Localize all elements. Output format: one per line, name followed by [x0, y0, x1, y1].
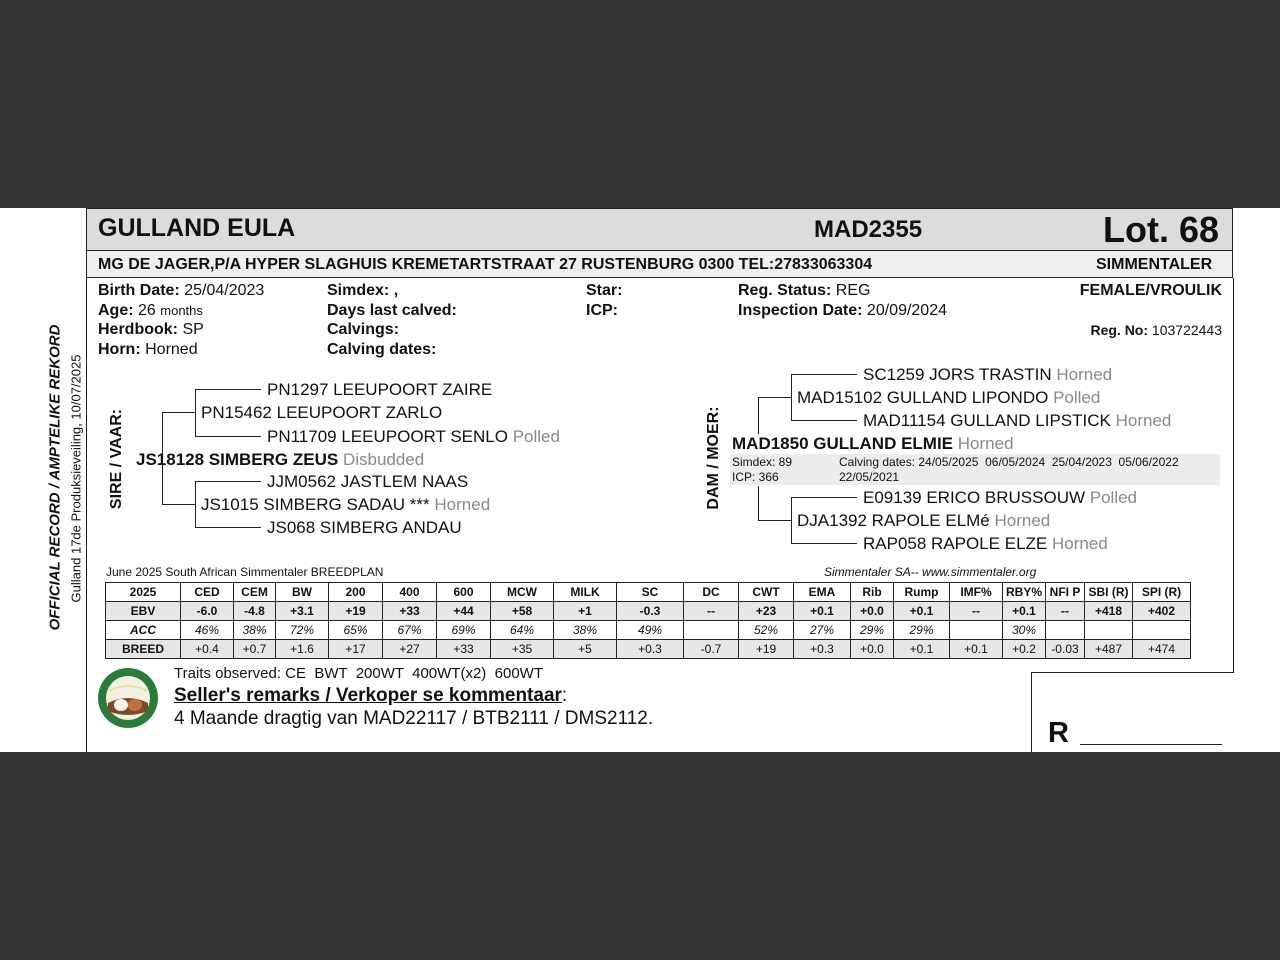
- acc-cell: 72%: [276, 621, 329, 640]
- breed-cell: +5: [554, 640, 617, 659]
- tree-line: [162, 504, 195, 505]
- breed-cell: +0.3: [794, 640, 851, 659]
- acc-cell: 49%: [617, 621, 684, 640]
- tree-line: [195, 481, 196, 527]
- reg-no-label: Reg. No:: [1090, 322, 1149, 338]
- age-unit: months: [160, 303, 203, 318]
- card-right-border: [1233, 278, 1234, 673]
- dam-dam-horn: Horned: [994, 511, 1051, 530]
- ebv-header-cell: RBY%: [1003, 583, 1046, 602]
- acc-cell: 38%: [234, 621, 276, 640]
- breed-cell: +0.1: [950, 640, 1003, 659]
- dam-dam-name: DJA1392 RAPOLE ELMé: [797, 511, 990, 530]
- dam-dam-sire-horn: Polled: [1089, 488, 1138, 507]
- ebv-cell: --: [1046, 602, 1085, 621]
- sire-name-text: JS18128 SIMBERG ZEUS: [136, 450, 339, 469]
- ebv-header-cell: CEM: [234, 583, 276, 602]
- ebv-cell: +0.0: [851, 602, 894, 621]
- sire-sire-dam-name: PN11709 LEEUPOORT SENLO: [267, 427, 508, 446]
- ebv-cell: +402: [1133, 602, 1191, 621]
- ebv-header-cell: DC: [684, 583, 739, 602]
- breed-cell: +0.0: [851, 640, 894, 659]
- ebv-table: [105, 582, 1191, 659]
- reg-status-label: Reg. Status:: [738, 282, 832, 299]
- acc-cell: [1085, 621, 1133, 640]
- ebv-header-cell: EMA: [794, 583, 851, 602]
- breedplan-website: Simmentaler SA-- www.simmentaler.org: [824, 565, 1037, 579]
- dam-calving-dates-2: 22/05/2021: [839, 470, 900, 484]
- acc-cell: 67%: [383, 621, 437, 640]
- dam-sire-dam-name: MAD11154 GULLAND LIPSTICK: [863, 411, 1111, 430]
- sire-sire: PN15462 LEEUPOORT ZARLO: [201, 403, 443, 422]
- dam-sire-sire: [863, 365, 1112, 385]
- herdbook-label: Herdbook:: [98, 321, 178, 338]
- dam-dam-sire-name: E09139 ERICO BRUSSOUW: [863, 488, 1086, 507]
- reg-status: [738, 282, 870, 300]
- ebv-cell: +19: [329, 602, 383, 621]
- breed-cell: +0.4: [181, 640, 234, 659]
- ebv-cell: +418: [1085, 602, 1133, 621]
- breedplan-title: June 2025 South African Simmentaler BREEDPLAN: [106, 565, 384, 579]
- ebv-header-cell: 600: [437, 583, 491, 602]
- breed-label: SIMMENTALER: [1096, 256, 1213, 273]
- acc-cell: 27%: [794, 621, 851, 640]
- horn: [98, 341, 198, 359]
- days-last-calved-label: Days last calved:: [327, 302, 457, 319]
- acc-cell: ACC: [106, 621, 181, 640]
- sellers-remarks-title: Seller's remarks / Verkoper se kommentaar: [174, 685, 562, 706]
- tree-line: [195, 527, 261, 528]
- simdex: [327, 282, 398, 300]
- price-label: R: [1048, 717, 1069, 749]
- acc-cell: 65%: [329, 621, 383, 640]
- herdbook-value: SP: [182, 321, 204, 338]
- calvings-label: Calvings:: [327, 321, 400, 338]
- ebv-cell: EBV: [106, 602, 181, 621]
- ebv-header-row: [106, 583, 1191, 602]
- breed-cell: +474: [1133, 640, 1191, 659]
- ebv-cell: +23: [739, 602, 794, 621]
- breed-cell: +17: [329, 640, 383, 659]
- price-input-line[interactable]: [1080, 744, 1222, 745]
- tree-line: [195, 389, 196, 436]
- tree-line: [791, 497, 792, 543]
- ebv-header-cell: 400: [383, 583, 437, 602]
- herdbook: [98, 321, 204, 339]
- acc-cell: 29%: [894, 621, 950, 640]
- ebv-header-cell: Rib: [851, 583, 894, 602]
- age: [98, 302, 203, 320]
- dam-simdex: Simdex: 89: [732, 455, 793, 469]
- breed-cell: +0.2: [1003, 640, 1046, 659]
- sex: FEMALE/VROULIK: [1079, 282, 1222, 299]
- dam-icp: ICP: 366: [732, 470, 779, 484]
- calving-dates-label: Calving dates:: [327, 341, 437, 358]
- sire-name: [136, 450, 424, 470]
- sellers-remarks-colon: :: [561, 685, 568, 706]
- sire-dam: [201, 495, 490, 515]
- ebv-header-cell: IMF%: [950, 583, 1003, 602]
- ebv-cell: -0.3: [617, 602, 684, 621]
- ebv-header-cell: CED: [181, 583, 234, 602]
- acc-cell: [684, 621, 739, 640]
- dam-name-text: MAD1850 GULLAND ELMIE: [732, 434, 954, 453]
- dam-sire-sire-name: SC1259 JORS TRASTIN: [863, 365, 1052, 384]
- ebv-header-cell: 200: [329, 583, 383, 602]
- sire-dam-dam: JS068 SIMBERG ANDAU: [267, 518, 462, 537]
- acc-cell: [1133, 621, 1191, 640]
- inspection-date: [738, 302, 947, 320]
- breed-cell: -0.03: [1046, 640, 1085, 659]
- ebv-cell: --: [950, 602, 1003, 621]
- tree-line: [758, 520, 791, 521]
- ebv-cell: -6.0: [181, 602, 234, 621]
- breed-cell: +0.7: [234, 640, 276, 659]
- sire-sire-sire: PN1297 LEEUPOORT ZAIRE: [267, 380, 493, 399]
- dam-dam-dam-name: RAP058 RAPOLE ELZE: [863, 534, 1048, 553]
- ebv-cell: +3.1: [276, 602, 329, 621]
- tree-line: [791, 420, 857, 421]
- breed-cell: BREED: [106, 640, 181, 659]
- ebv-header-cell: MILK: [554, 583, 617, 602]
- simdex-value: ,: [393, 282, 399, 299]
- horn-value: Horned: [145, 341, 198, 358]
- breed-cell: -0.7: [684, 640, 739, 659]
- animal-reg-code: MAD2355: [814, 216, 923, 243]
- acc-cell: [950, 621, 1003, 640]
- inspection-date-value: 20/09/2024: [866, 302, 947, 319]
- horn-label: Horn:: [98, 341, 141, 358]
- ebv-cell: +44: [437, 602, 491, 621]
- simdex-label: Simdex:: [327, 282, 390, 299]
- tree-line: [791, 374, 792, 420]
- breed-cell: +35: [491, 640, 554, 659]
- ebv-header-cell: BW: [276, 583, 329, 602]
- birth-date-value: 25/04/2023: [184, 282, 265, 299]
- tree-line: [758, 397, 759, 434]
- ebv-header-cell: CWT: [739, 583, 794, 602]
- breed-cell: +19: [739, 640, 794, 659]
- dam-dam: [797, 511, 1050, 531]
- tree-line: [791, 543, 857, 544]
- breed-cell: +0.3: [617, 640, 684, 659]
- age-label: Age:: [98, 302, 134, 319]
- sire-dam-name: JS1015 SIMBERG SADAU ***: [201, 495, 430, 514]
- reg-no: [1090, 322, 1222, 338]
- sire-label: SIRE / VAAR:: [108, 408, 125, 510]
- icp-label: ICP:: [586, 302, 618, 319]
- sire-horn: Disbudded: [342, 450, 425, 469]
- animal-name: GULLAND EULA: [98, 214, 296, 242]
- tree-line: [162, 412, 195, 413]
- tree-line: [791, 374, 857, 375]
- tree-line: [195, 389, 261, 390]
- dam-sire-name: MAD15102 GULLAND LIPONDO: [797, 388, 1049, 407]
- sellers-remarks-heading: [174, 685, 567, 707]
- sire-dam-horn: Horned: [434, 495, 491, 514]
- traits-observed: Traits observed: CE BWT 200WT 400WT(x2) 600WT: [174, 665, 543, 682]
- dam-dam-dam-horn: Horned: [1052, 534, 1108, 553]
- ebv-cell: +0.1: [1003, 602, 1046, 621]
- ebv-cell: --: [684, 602, 739, 621]
- official-record-label: OFFICIAL RECORD / AMPTELIKE REKORD: [46, 324, 64, 631]
- sire-dam-sire: JJM0562 JASTLEM NAAS: [267, 472, 469, 491]
- sire-sire-dam: [267, 427, 560, 447]
- reg-no-value: 103722443: [1151, 322, 1222, 338]
- breed-cell: +33: [437, 640, 491, 659]
- acc-cell: 38%: [554, 621, 617, 640]
- breed-cell: +487: [1085, 640, 1133, 659]
- star-label: Star:: [586, 282, 623, 299]
- acc-cell: 64%: [491, 621, 554, 640]
- ebv-cell: -4.8: [234, 602, 276, 621]
- auction-label: Gulland 17de Produksieveiling, 10/07/2025: [68, 354, 84, 603]
- dam-dam-dam: [863, 534, 1108, 554]
- dam-horn: Horned: [957, 434, 1014, 453]
- tree-line: [195, 436, 261, 437]
- acc-row: [106, 621, 1191, 640]
- birth-date: [98, 282, 264, 300]
- dam-label: DAM / MOER:: [705, 406, 722, 510]
- birth-date-label: Birth Date:: [98, 282, 180, 299]
- sellers-remarks-text: 4 Maande dragtig van MAD22117 / BTB2111 / DMS2112.: [174, 708, 654, 729]
- dam-dam-sire: [863, 488, 1137, 508]
- ebv-cell: +0.1: [894, 602, 950, 621]
- breed-cell: +0.1: [894, 640, 950, 659]
- ebv-header-cell: Rump: [894, 583, 950, 602]
- dam-name: [732, 434, 1014, 454]
- dam-sire-sire-horn: Horned: [1056, 365, 1113, 384]
- acc-cell: 69%: [437, 621, 491, 640]
- sire-sire-dam-horn: Polled: [512, 427, 560, 446]
- ebv-cell: +1: [554, 602, 617, 621]
- breed-cell: +27: [383, 640, 437, 659]
- acc-cell: 46%: [181, 621, 234, 640]
- tree-line: [195, 481, 261, 482]
- ebv-row: [106, 602, 1191, 621]
- ebv-cell: +58: [491, 602, 554, 621]
- tree-line: [758, 397, 791, 398]
- dam-sire-dam-horn: Horned: [1115, 411, 1172, 430]
- breed-row: [106, 640, 1191, 659]
- breed-cell: +1.6: [276, 640, 329, 659]
- dam-sire: [797, 388, 1100, 408]
- owner-info: MG DE JAGER,P/A HYPER SLAGHUIS KREMETARTSTRAAT 27 RUSTENBURG 0300 TEL:27833063304: [98, 256, 873, 273]
- dam-sire-dam: [863, 411, 1171, 431]
- acc-cell: 52%: [739, 621, 794, 640]
- ebv-header-cell: 2025: [106, 583, 181, 602]
- acc-cell: 30%: [1003, 621, 1046, 640]
- ebv-cell: +33: [383, 602, 437, 621]
- ebv-header-cell: NFI P: [1046, 583, 1085, 602]
- tree-line: [758, 486, 759, 520]
- ebv-header-cell: SBI (R): [1085, 583, 1133, 602]
- acc-cell: [1046, 621, 1085, 640]
- ebv-header-cell: SPI (R): [1133, 583, 1191, 602]
- acc-cell: 29%: [851, 621, 894, 640]
- simmentaler-seal-logo: [97, 667, 159, 729]
- dam-sire-horn: Polled: [1053, 388, 1101, 407]
- ebv-cell: +0.1: [794, 602, 851, 621]
- lot-number: Lot. 68: [1103, 209, 1220, 250]
- ebv-header-cell: SC: [617, 583, 684, 602]
- tree-line: [791, 497, 857, 498]
- reg-status-value: REG: [835, 282, 871, 299]
- dam-calving-dates: Calving dates: 24/05/2025 06/05/2024 25/04/2023 05/06/2022: [839, 455, 1179, 469]
- inspection-date-label: Inspection Date:: [738, 302, 863, 319]
- age-value: 26: [138, 302, 156, 319]
- ebv-header-cell: MCW: [491, 583, 554, 602]
